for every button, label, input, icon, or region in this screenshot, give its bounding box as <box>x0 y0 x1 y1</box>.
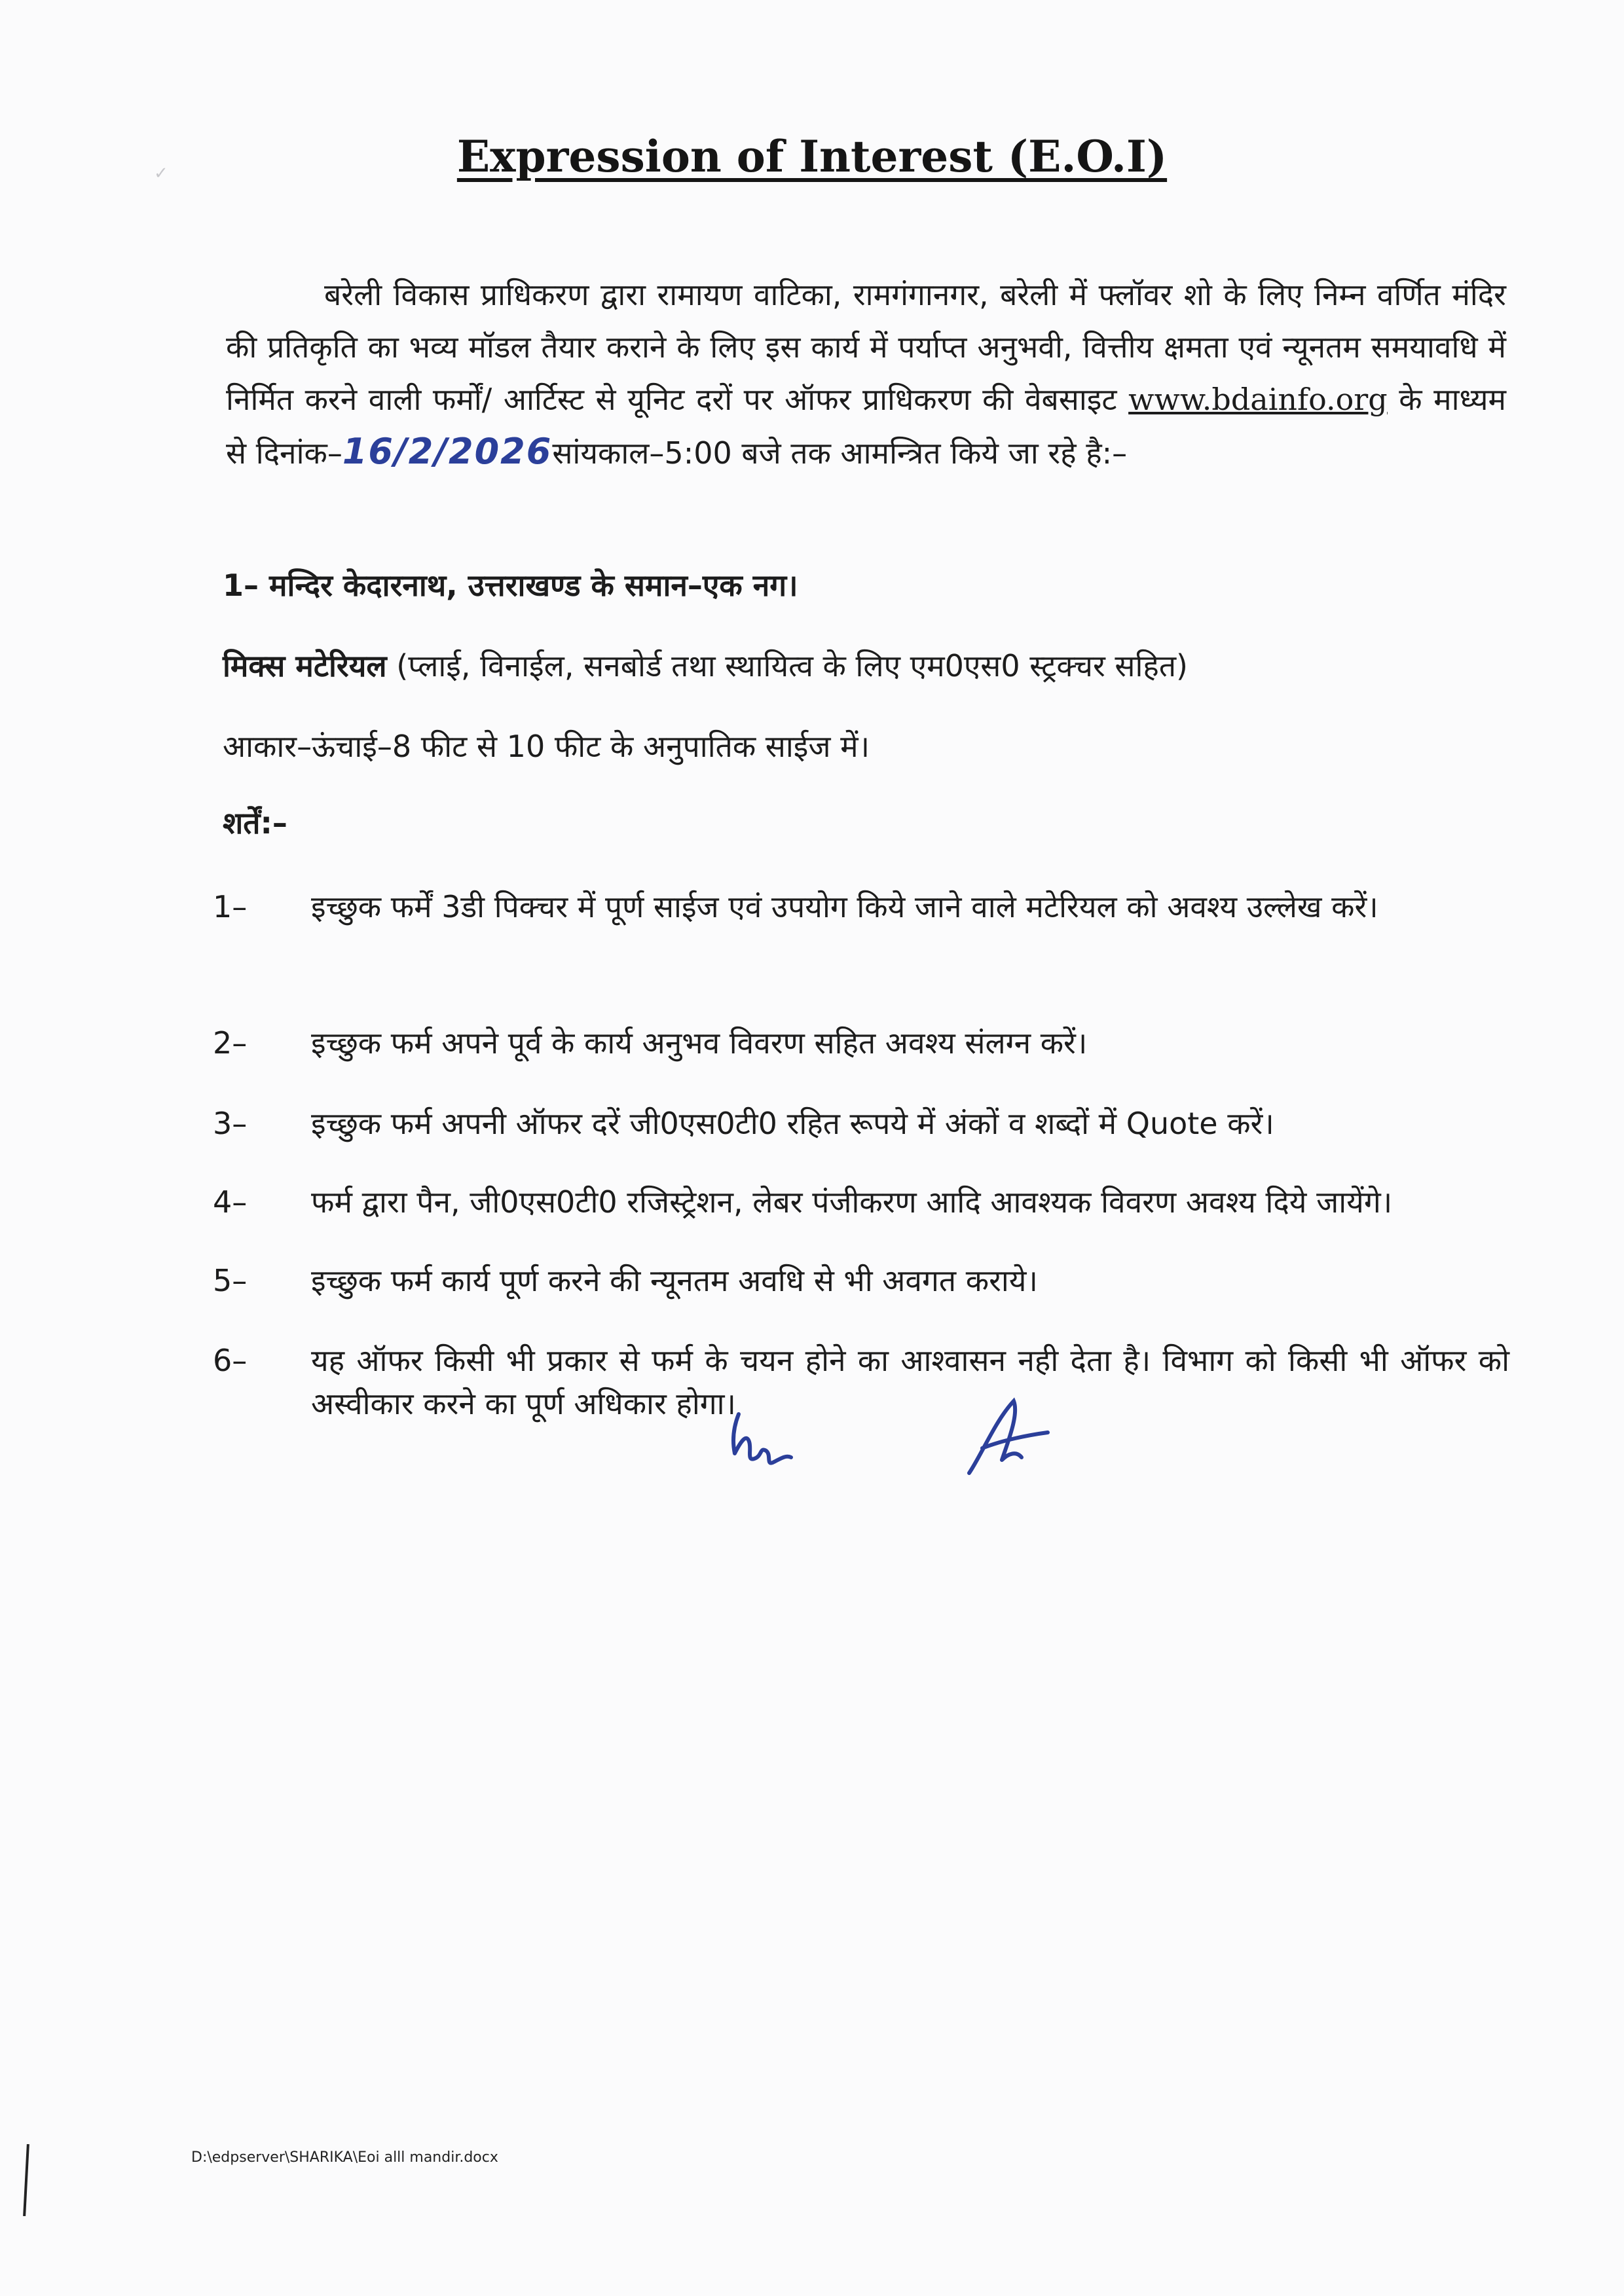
condition-number: 2– <box>213 1025 248 1061</box>
intro-text-2: के माध्यम से दिनांक– <box>226 382 1507 471</box>
signature-1 <box>720 1401 805 1486</box>
material-label: मिक्स मटेरियल <box>223 648 387 683</box>
condition-text: इच्छुक फर्म अपनी ऑफर दरें जी0एस0टी0 रहित रूपये में अंकों व शब्दों में Quote करें। <box>311 1106 1274 1141</box>
condition-number: 4– <box>213 1184 248 1220</box>
condition-number: 5– <box>213 1263 248 1298</box>
condition-number: 3– <box>213 1106 248 1141</box>
intro-text-3: सांयकाल–5:00 बजे तक आमन्त्रित किये जा रहे है:– <box>552 435 1128 471</box>
scan-artifact: ✓ <box>154 164 168 183</box>
condition-text: इच्छुक फर्में 3डी पिक्चर में पूर्ण साईज एवं उपयोग किये जाने वाले मटेरियल को अवश्य उल्लेख करें। <box>311 889 1378 924</box>
item-heading: 1– मन्दिर केदारनाथ, उत्तराखण्ड के समान–एक नग। <box>223 568 798 603</box>
margin-mark <box>23 2144 29 2216</box>
conditions-heading: शर्तें:– <box>223 805 287 841</box>
condition-text: यह ऑफर किसी भी प्रकार से फर्म के चयन होने का आश्वासन नही देता है। विभाग को किसी भी ऑफर को अस्वीकार करने का पूर्ण अधिकार होगा। <box>311 1343 1509 1421</box>
condition-number: 6– <box>213 1343 248 1378</box>
size-line: आकार–ऊंचाई–8 फीट से 10 फीट के अनुपातिक साईज में। <box>223 729 870 764</box>
material-line <box>223 645 1188 685</box>
footer-file-path: D:\edpserver\SHARIKA\Eoi alll mandir.docx <box>191 2149 498 2166</box>
website-link[interactable]: www.bdainfo.org <box>1128 382 1388 417</box>
condition-text: इच्छुक फर्म कार्य पूर्ण करने की न्यूनतम अवधि से भी अवगत कराये। <box>311 1263 1038 1298</box>
condition-number: 1– <box>213 889 248 924</box>
document-title: Expression of Interest (E.O.I) <box>456 131 1168 182</box>
condition-text: फर्म द्वारा पैन, जी0एस0टी0 रजिस्ट्रेशन, लेबर पंजीकरण आदि आवश्यक विवरण अवश्य दिये जायेंगे। <box>311 1184 1393 1220</box>
condition-text: इच्छुक फर्म अपने पूर्व के कार्य अनुभव विवरण सहित अवश्य संलग्न करें। <box>311 1025 1088 1061</box>
material-text: (प्लाई, विनाईल, सनबोर्ड तथा स्थायित्व के लिए एम0एस0 स्ट्रक्चर सहित) <box>396 648 1189 683</box>
handwritten-date: 16/2/2026 <box>342 431 553 472</box>
intro-text-1: बरेली विकास प्राधिकरण द्वारा रामायण वाटिका, रामगंगानगर, बरेली में फ्लॉवर शो के लिए निम्न वर्णित मंदिर की प्रतिकृति का भव्य मॉडल तैयार कराने के लिए इस कार्य में पर्याप्त अनुभवी, वित्तीय क्षमता एवं न्यूनतम समयावधि में निर्मित करने वाली फर्मों/ आर्टिस्ट से यूनिट दरों पर ऑफर प्राधिकरण की वेबसाइट <box>226 277 1506 417</box>
intro-paragraph <box>226 268 1506 479</box>
signature-2 <box>956 1394 1054 1486</box>
